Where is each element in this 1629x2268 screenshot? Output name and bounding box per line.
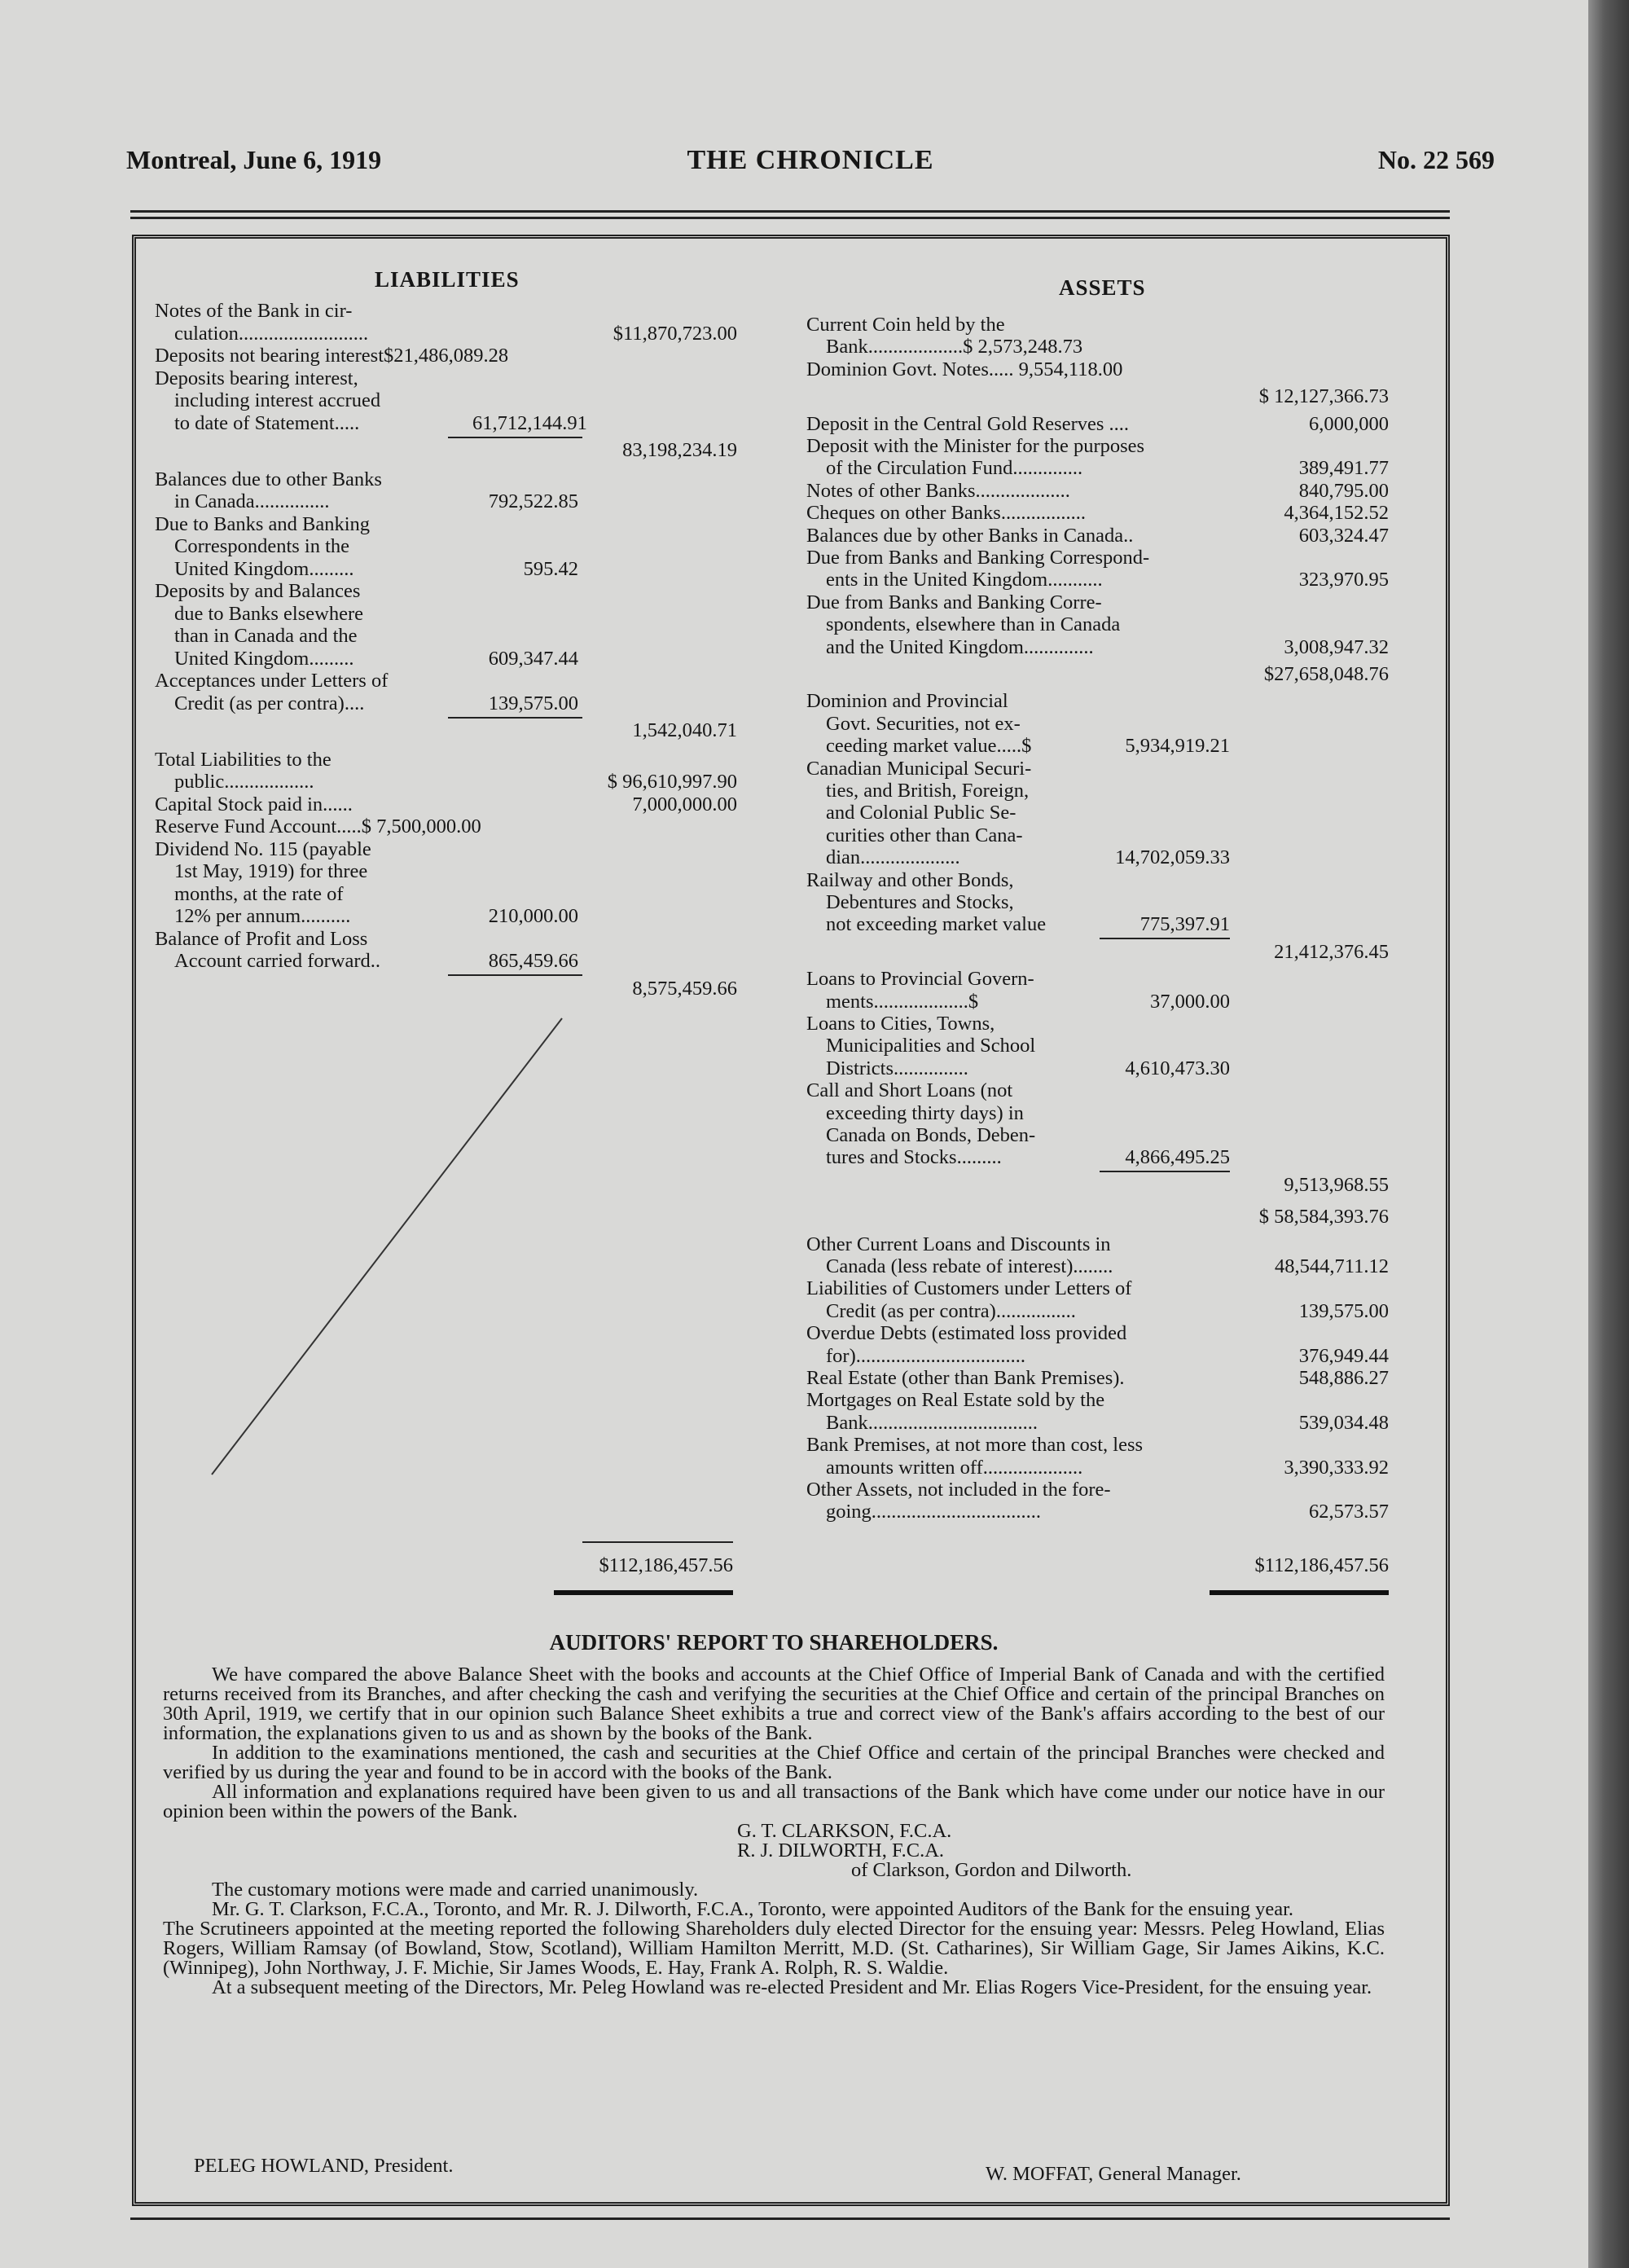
liabilities-line-text: in Canada...............: [174, 490, 330, 512]
assets-line-text: and the United Kingdom..............: [826, 635, 1094, 658]
liabilities-line-text: 12% per annum..........: [174, 905, 351, 927]
issue-page-number: No. 22 569: [1377, 145, 1495, 174]
assets-line-text: Dominion Govt. Notes..... 9,554,118.00: [806, 358, 1123, 380]
auditor-firm: of Clarkson, Gordon and Dilworth.: [851, 1859, 1132, 1881]
liabilities-amount: 83,198,234.19: [622, 439, 737, 461]
liabilities-inner-amount: 139,575.00: [488, 692, 578, 714]
assets-line-text: ceeding market value.....$: [826, 735, 1032, 758]
auditors-report-title: AUDITORS' REPORT TO SHAREHOLDERS.: [549, 1630, 999, 1655]
assets-line-text: Bank..................................: [826, 1411, 1038, 1434]
liabilities-line-text: Capital Stock paid in......: [155, 793, 353, 815]
assets-column: [806, 314, 1393, 1552]
assets-amount: 3,008,947.32: [1284, 635, 1389, 658]
assets-amount: 4,364,152.52: [1284, 502, 1389, 525]
liabilities-inner-amount: 865,459.66: [488, 950, 578, 972]
page-binding-edge: [1588, 0, 1629, 2268]
liabilities-inner-amount: 609,347.44: [488, 647, 578, 670]
assets-amount: 3,390,333.92: [1284, 1456, 1389, 1479]
assets-amount: $ 58,584,393.76: [1258, 1206, 1389, 1228]
assets-inner-amount: 4,866,495.25: [1125, 1146, 1230, 1169]
assets-line-text: Deposit with the Minister for the purposes: [806, 435, 1145, 457]
liabilities-subtotal-rule: [448, 974, 582, 976]
assets-line-text: Railway and other Bonds,: [806, 868, 1014, 891]
assets-amount: 139,575.00: [1298, 1299, 1389, 1322]
assets-line-text: tures and Stocks.........: [826, 1146, 1002, 1169]
liabilities-line-text: including interest accrued: [174, 389, 381, 411]
assets-line-text: spondents, elsewhere than in Canada: [826, 613, 1121, 636]
assets-line-text: Canada (less rebate of interest)........: [826, 1255, 1113, 1277]
report-paragraph-4: The customary motions were made and carried unanimously.: [212, 1879, 699, 1901]
assets-line-text: Due from Banks and Banking Corre-: [806, 591, 1102, 613]
page-header: [126, 145, 1495, 186]
president-signature: PELEG HOWLAND, President.: [194, 2155, 454, 2177]
liabilities-line-text: Correspondents in the: [174, 535, 350, 557]
assets-inner-amount: 4,610,473.30: [1125, 1057, 1230, 1079]
assets-amount: 62,573.57: [1309, 1501, 1389, 1523]
assets-line-text: Notes of other Banks...................: [806, 479, 1070, 502]
assets-line-text: Loans to Provincial Govern-: [806, 968, 1034, 991]
liabilities-subtotal-rule: [448, 717, 582, 719]
assets-line-text: Municipalities and School: [826, 1035, 1036, 1057]
report-paragraph-7: At a subsequent meeting of the Directors, Mr. Peleg Howland was re-elected President and Mr. Elias Rogers Vice-President, for the ensuing year.: [212, 1976, 1372, 1998]
assets-line-text: Loans to Cities, Towns,: [806, 1013, 995, 1035]
liabilities-line-text: Credit (as per contra)....: [174, 692, 365, 714]
liabilities-heading: LIABILITIES: [375, 267, 520, 292]
liabilities-line-text: Notes of the Bank in cir-: [155, 300, 353, 322]
assets-inner-amount: 37,000.00: [1150, 990, 1230, 1013]
liabilities-line-text: Account carried forward..: [174, 950, 381, 972]
assets-amount: 548,886.27: [1298, 1367, 1389, 1389]
assets-line-text: Liabilities of Customers under Letters of: [806, 1277, 1132, 1300]
assets-amount: $27,658,048.76: [1263, 663, 1389, 685]
assets-subtotal-rule: [1100, 938, 1230, 939]
liabilities-amount: $ 96,610,997.90: [607, 771, 737, 793]
liabilities-line-text: Balances due to other Banks: [155, 468, 382, 490]
liabilities-amount: $11,870,723.00: [613, 322, 737, 345]
assets-line-text: Deposit in the Central Gold Reserves ....: [806, 412, 1130, 435]
auditor-signature-1: G. T. CLARKSON, F.C.A.: [737, 1820, 952, 1842]
assets-line-text: Debentures and Stocks,: [826, 891, 1014, 913]
header-rule-second: [130, 217, 1450, 219]
report-paragraph-5: Mr. G. T. Clarkson, F.C.A., Toronto, and Mr. R. J. Dilworth, F.C.A., Toronto, were appointed Auditors of the Bank for the ensuing year.: [212, 1898, 1294, 1920]
assets-amount: 539,034.48: [1298, 1411, 1389, 1434]
assets-line-text: for)..................................: [826, 1344, 1025, 1367]
liabilities-line-text: Deposits by and Balances: [155, 580, 361, 602]
assets-line-text: Other Assets, not included in the fore-: [806, 1479, 1111, 1501]
assets-amount: $ 12,127,366.73: [1258, 385, 1389, 408]
report-paragraph-1: We have compared the above Balance Sheet with the books and accounts at the Chief Office of Imperial Bank of Canada and with the certified returns received from its Branches, and after checking the cash and verifying the securities at the Chief Office and certain of the principal Branches on 30th April, 1919, we certify that in our opinion such Balance Sheet exhibits a true and correct view of the Bank's affairs according to the best of our information, the explanations given to us and as shown by the books of the Bank.: [163, 1664, 1385, 1744]
liabilities-line-text: United Kingdom.........: [174, 647, 354, 670]
liabilities-inner-amount: 210,000.00: [488, 905, 578, 927]
assets-inner-amount: 775,397.91: [1139, 913, 1230, 936]
report-paragraph-2: In addition to the examinations mentioned, the cash and securities at the Chief Office and certain of the principal Branches were checked and verified by us during the year and found to be in accord with the books of the Bank.: [163, 1742, 1385, 1783]
liabilities-line-text: to date of Statement.....: [174, 411, 360, 434]
assets-line-text: Dominion and Provincial: [806, 690, 1008, 713]
assets-line-text: Credit (as per contra)................: [826, 1299, 1076, 1322]
footer-rule: [130, 2217, 1450, 2220]
header-dateline: Montreal, June 6, 1919: [126, 145, 382, 174]
assets-line-text: dian....................: [826, 846, 960, 869]
liabilities-line-text: Dividend No. 115 (payable: [155, 837, 371, 860]
assets-line-text: amounts written off....................: [826, 1456, 1083, 1479]
assets-amount: 840,795.00: [1298, 479, 1389, 502]
assets-line-text: ties, and British, Foreign,: [826, 780, 1030, 802]
assets-line-text: Current Coin held by the: [806, 314, 1005, 336]
assets-line-text: Overdue Debts (estimated loss provided: [806, 1322, 1127, 1345]
liabilities-line-text: Total Liabilities to the: [155, 748, 332, 771]
liabilities-amount: 8,575,459.66: [632, 977, 737, 1000]
assets-line-text: ents in the United Kingdom...........: [826, 569, 1103, 591]
liabilities-inner-amount: 61,712,144.91: [472, 411, 587, 434]
assets-amount: 6,000,000: [1309, 412, 1389, 435]
assets-subtotal-rule: [1100, 1171, 1230, 1172]
liabilities-line-text: Deposits not bearing interest$21,486,089.28: [155, 345, 509, 367]
assets-amount: 376,949.44: [1298, 1344, 1389, 1367]
liabilities-line-text: than in Canada and the: [174, 625, 358, 647]
liabilities-inner-amount: 595.42: [523, 557, 578, 580]
liabilities-line-text: Deposits bearing interest,: [155, 367, 358, 389]
liabilities-line-text: Balance of Profit and Loss: [155, 927, 368, 950]
assets-line-text: Bank...................$ 2,573,248.73: [826, 336, 1083, 358]
assets-amount: 48,544,711.12: [1275, 1255, 1389, 1277]
liabilities-line-text: months, at the rate of: [174, 882, 344, 905]
assets-line-text: going..................................: [826, 1501, 1042, 1523]
assets-line-text: Due from Banks and Banking Correspond-: [806, 547, 1150, 569]
liabilities-total-rule: [582, 1541, 733, 1543]
assets-total-double-rule: [1210, 1590, 1389, 1595]
assets-line-text: Districts...............: [826, 1057, 968, 1079]
general-manager-signature: W. MOFFAT, General Manager.: [986, 2163, 1241, 2185]
assets-line-text: not exceeding market value: [826, 913, 1047, 936]
liabilities-line-text: United Kingdom.........: [174, 557, 354, 580]
assets-line-text: Canada on Bonds, Deben-: [826, 1124, 1036, 1146]
assets-line-text: Balances due by other Banks in Canada..: [806, 524, 1134, 547]
assets-inner-amount: 14,702,059.33: [1115, 846, 1230, 869]
liabilities-amount: 1,542,040.71: [632, 719, 737, 741]
assets-inner-amount: 5,934,919.21: [1125, 735, 1230, 758]
liabilities-line-text: 1st May, 1919) for three: [174, 860, 368, 882]
liabilities-inner-amount: 792,522.85: [488, 490, 578, 512]
publication-title: THE CHRONICLE: [687, 145, 934, 175]
liabilities-line-text: culation..........................: [174, 322, 369, 345]
liabilities-line-text: Due to Banks and Banking: [155, 512, 371, 535]
assets-amount: 389,491.77: [1298, 457, 1389, 480]
liabilities-total: $112,186,457.56: [599, 1554, 733, 1576]
assets-line-text: Govt. Securities, not ex-: [826, 712, 1021, 735]
liabilities-line-text: Acceptances under Letters of: [155, 670, 389, 692]
report-paragraph-6: The Scrutineers appointed at the meeting reported the following Shareholders duly elected Director for the ensuing year: Messrs. Peleg Howland, Elias Rogers, William Ramsay (of Bowland, Stow, Scotland), William Hamilton Merritt, M.D. (St. Catharines), Sir William Gage, Sir James Aikins, K.C. (Winnipeg), John Northway, J. F. Michie, Sir James Woods, E. Hay, Frank A. Rolph, R. S. Waldie.: [163, 1918, 1385, 1979]
assets-line-text: Real Estate (other than Bank Premises).: [806, 1367, 1125, 1389]
assets-heading: ASSETS: [1059, 275, 1146, 300]
assets-line-text: ments...................$: [826, 990, 979, 1013]
liabilities-line-text: due to Banks elsewhere: [174, 602, 363, 625]
header-rule: [130, 210, 1450, 213]
assets-line-text: Mortgages on Real Estate sold by the: [806, 1389, 1105, 1412]
assets-line-text: Bank Premises, at not more than cost, less: [806, 1434, 1144, 1457]
assets-amount: 323,970.95: [1298, 569, 1389, 591]
assets-amount: 21,412,376.45: [1274, 940, 1389, 963]
assets-line-text: exceeding thirty days) in: [826, 1101, 1024, 1124]
blank-space-diagonal-line: [195, 1010, 570, 1483]
liabilities-line-text: public..................: [174, 771, 314, 793]
liabilities-line-text: Reserve Fund Account.....$ 7,500,000.00: [155, 815, 481, 837]
report-paragraph-3: All information and explanations required have been given to us and all transactions of the Bank which have come under our notice have in our opinion been within the powers of the Bank.: [163, 1781, 1385, 1822]
auditor-signature-2: R. J. DILWORTH, F.C.A.: [737, 1839, 945, 1861]
assets-line-text: Cheques on other Banks.................: [806, 502, 1086, 525]
assets-line-text: Canadian Municipal Securi-: [806, 757, 1032, 780]
assets-amount: 603,324.47: [1298, 524, 1389, 547]
assets-total: $112,186,457.56: [1254, 1554, 1389, 1576]
assets-line-text: and Colonial Public Se-: [826, 802, 1016, 824]
liabilities-total-double-rule: [554, 1590, 733, 1595]
assets-line-text: curities other than Cana-: [826, 824, 1023, 846]
assets-line-text: Call and Short Loans (not: [806, 1079, 1013, 1102]
assets-line-text: of the Circulation Fund..............: [826, 457, 1083, 480]
liabilities-amount: 7,000,000.00: [632, 793, 737, 815]
assets-line-text: Other Current Loans and Discounts in: [806, 1233, 1111, 1255]
liabilities-subtotal-rule: [448, 437, 582, 438]
assets-amount: 9,513,968.55: [1284, 1173, 1389, 1196]
